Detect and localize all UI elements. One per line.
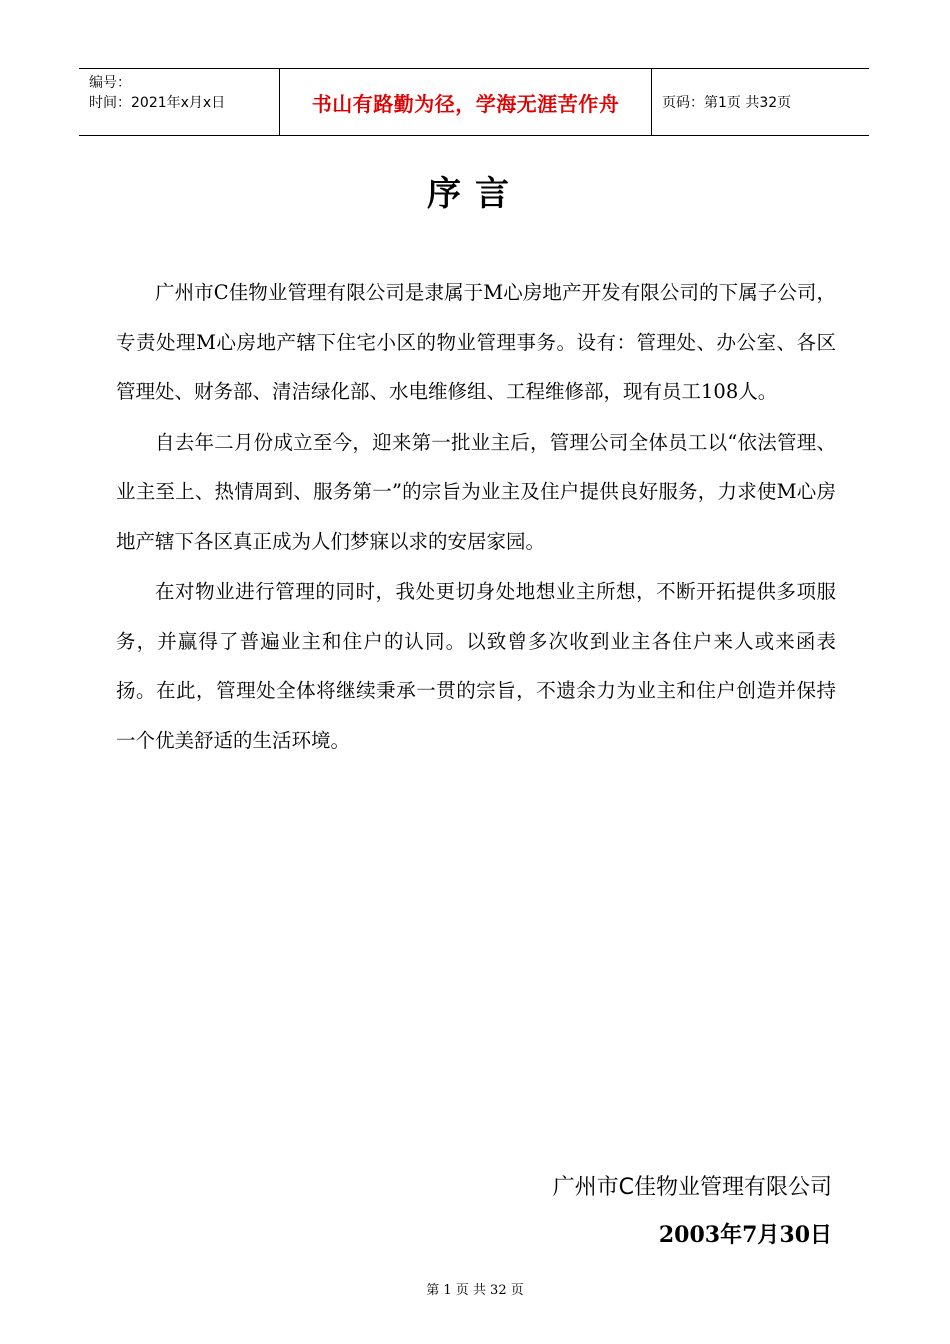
page-header [79,68,869,136]
document-number-label: 编号： [89,75,131,91]
paragraph-1: 广州市C佳物业管理有限公司是隶属于M心房地产开发有限公司的下属子公司，专责处理M心房地产辖下住宅小区的物业管理事务。设有：管理处、办公室、各区管理处、财务部、清洁绿化部、水电维修组、工程维修部，现有员工108人。 [116,281,836,403]
header-page-code: 页码：第1页 共32页 [662,95,792,111]
page-footer: 第 1 页 共 32 页 [426,1283,524,1298]
paragraph-3: 在对物业进行管理的同时，我处更切身处地想业主所想，不断开拓提供多项服务，并赢得了普遍业主和住户的认同。以致曾多次收到业主各住户来人或来函表扬。在此，管理处全体将继续秉承一贯的宗旨，不遗余力为业主和住户创造并保持一个优美舒适的生活环境。 [116,580,836,752]
document-time-label: 时间：2021年x月x日 [89,95,226,111]
signature-company: 广州市C佳物业管理有限公司 [552,1175,832,1200]
signature-date: 2003年7月30日 [658,1222,832,1248]
header-meta [79,69,280,135]
page-title: 序言 [427,174,523,214]
paragraph-2: 自去年二月份成立至今，迎来第一批业主后，管理公司全体员工以“依法管理、业主至上、热情周到、服务第一”的宗旨为业主及住户提供良好服务，力求使M心房地产辖下各区真正成为人们梦寐以求的安居家园。 [116,430,836,553]
header-motto: 书山有路勤为径，学海无涯苦作舟 [280,69,652,135]
preface-body [116,268,836,765]
